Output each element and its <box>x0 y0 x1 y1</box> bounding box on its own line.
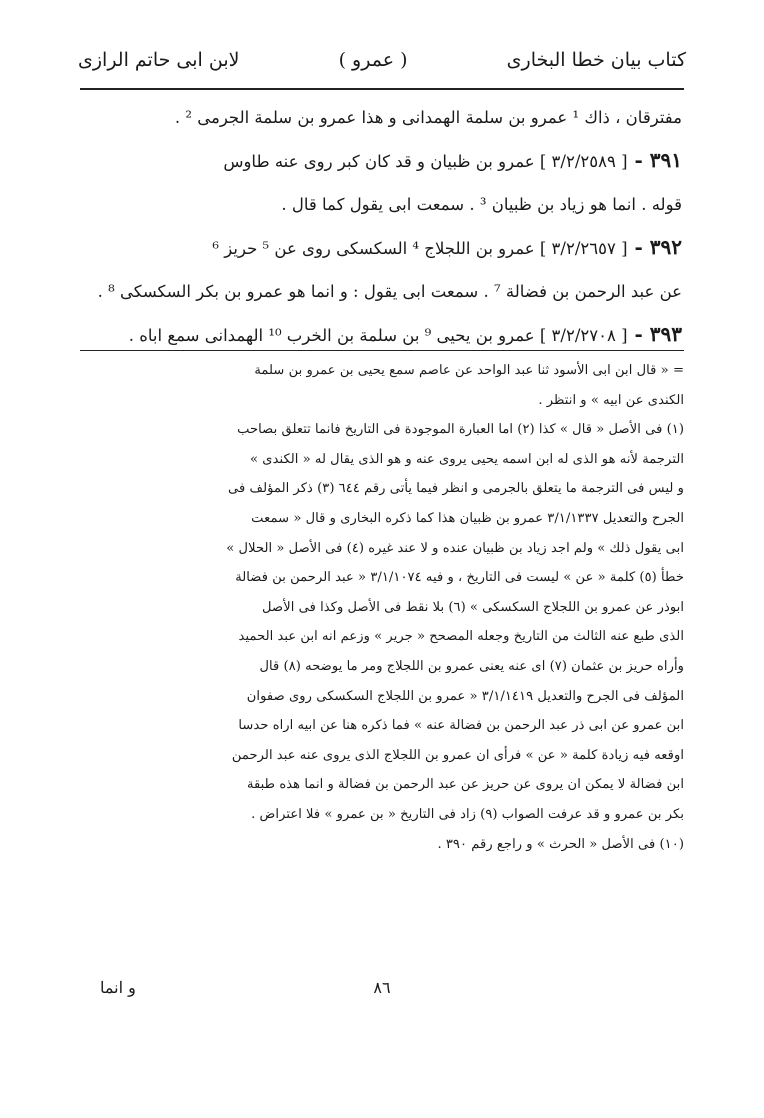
page-number: ٨٦ <box>373 978 391 997</box>
main-line-text: مفترقان ، ذاك ¹ عمرو بن سلمة الهمدانى و هذا عمرو بن سلمة الجرمى ² . <box>174 108 682 127</box>
footnote-line: الترجمة لأنه هو الذى له ابن اسمه يحيى يروى عنه و هو الذى يقال له « الكندى » <box>250 451 684 467</box>
footnote-line: بكر بن عمرو و قد عرفت الصواب (٩) زاد فى التاريخ « بن عمرو » فلا اعتراض . <box>251 806 684 822</box>
main-line <box>78 183 682 226</box>
footnotes <box>78 356 684 859</box>
footnote-line: ابن عمرو عن ابى ذر عبد الرحمن بن فضالة عنه » فما ذكره هنا عن ابيه اراه حدسا <box>238 718 684 734</box>
footnote-line: اوقعه فيه زيادة كلمة « عن » فرأى ان عمرو بن اللجلاج الذى يروى عنه عبد الرحمن <box>231 747 684 763</box>
header-section: ( عمرو ) <box>338 49 408 71</box>
footnote-line: الذى طبع عنه الثالث من التاريخ وجعله المصحح « جرير » وزعم انه ابن عبد الحميد <box>238 629 684 645</box>
catchword: و انما <box>100 978 136 997</box>
header-author: لابن ابى حاتم الرازى <box>78 49 240 71</box>
footnote-line: (١٠) فى الأصل « الحرث » و راجع رقم ٣٩٠ . <box>437 836 684 852</box>
running-header <box>78 40 686 80</box>
main-line <box>78 139 682 183</box>
entry-number: ٣٩١ - <box>627 148 682 172</box>
footnote-line: خطأ (٥) كلمة « عن » ليست فى التاريخ ، و فيه ٣/١/١٠٧٤ « عبد الرحمن بن فضالة <box>235 570 684 586</box>
entry-number: ٣٩٣ - <box>627 322 682 346</box>
footnote-line: (١) فى الأصل « قال » كذا (٢) اما العبارة الموجودة فى التاريخ فانما تتعلق بصاحب <box>237 422 684 438</box>
header-rule <box>80 88 684 90</box>
main-line-text: [ ٣/٢/٢٧٠٨ ] عمرو بن يحيى ⁹ بن سلمة بن الخرب ¹⁰ الهمدانى سمع اباه . <box>128 326 628 345</box>
footnote-line: وأراه حريز بن عثمان (٧) اى عنه يعنى عمرو بن اللجلاج ومر ما يوضحه (٨) قال <box>259 658 684 674</box>
main-text <box>78 96 682 357</box>
main-line <box>78 96 682 139</box>
header-title: كتاب بيان خطا البخارى <box>506 49 686 71</box>
footnote-line: ابى يقول ذلك » ولم اجد زياد بن ظبيان عنده و لا عند غيره (٤) فى الأصل « الحلال » <box>226 540 684 556</box>
footnote-line: = « قال ابن ابى الأسود ثنا عبد الواحد عن عاصم سمع يحيى بن عمرو بن سلمة <box>254 363 684 378</box>
main-line <box>78 270 682 313</box>
main-line <box>78 226 682 270</box>
footnote-line: ابن فضالة لا يمكن ان يروى عن حريز عن عبد الرحمن بن فضالة و انما هذه طبقة <box>246 777 684 793</box>
entry-number: ٣٩٢ - <box>627 235 682 259</box>
footnotes-rule <box>80 350 684 351</box>
main-line-text: عن عبد الرحمن بن فضالة ⁷ . سمعت ابى يقول : و انما هو عمرو بن بكر السكسكى ⁸ . <box>97 282 682 301</box>
footnote-line: ابوذر عن عمرو بن اللجلاج السكسكى » (٦) بلا نقط فى الأصل وكذا فى الأصل <box>262 599 684 615</box>
footnote-line: المؤلف فى الجرح والتعديل ٣/١/١٤١٩ « عمرو بن اللجلاج السكسكى روى صفوان <box>246 688 684 704</box>
footnote-line: الكندى عن ابيه » و انتظر . <box>538 392 684 408</box>
main-line-text: [ ٣/٢/٢٦٥٧ ] عمرو بن اللجلاج ⁴ السكسكى روى عن ⁵ حريز ⁶ <box>212 239 628 258</box>
footnote-line: و ليس فى الترجمة ما يتعلق بالجرمى و انظر فيما يأتى رقم ٦٤٤ (٣) ذكر المؤلف فى <box>227 481 684 497</box>
footnote-line: الجرح والتعديل ٣/١/١٣٣٧ عمرو بن ظبيان هذا كما ذكره البخارى و قال « سمعت <box>251 510 684 526</box>
main-line-text: [ ٣/٢/٢٥٨٩ ] عمرو بن ظبيان و قد كان كبر روى عنه طاوس <box>223 152 628 171</box>
main-line-text: قوله . انما هو زياد بن ظبيان ³ . سمعت ابى يقول كما قال . <box>281 195 682 214</box>
page-footer <box>78 978 686 1008</box>
